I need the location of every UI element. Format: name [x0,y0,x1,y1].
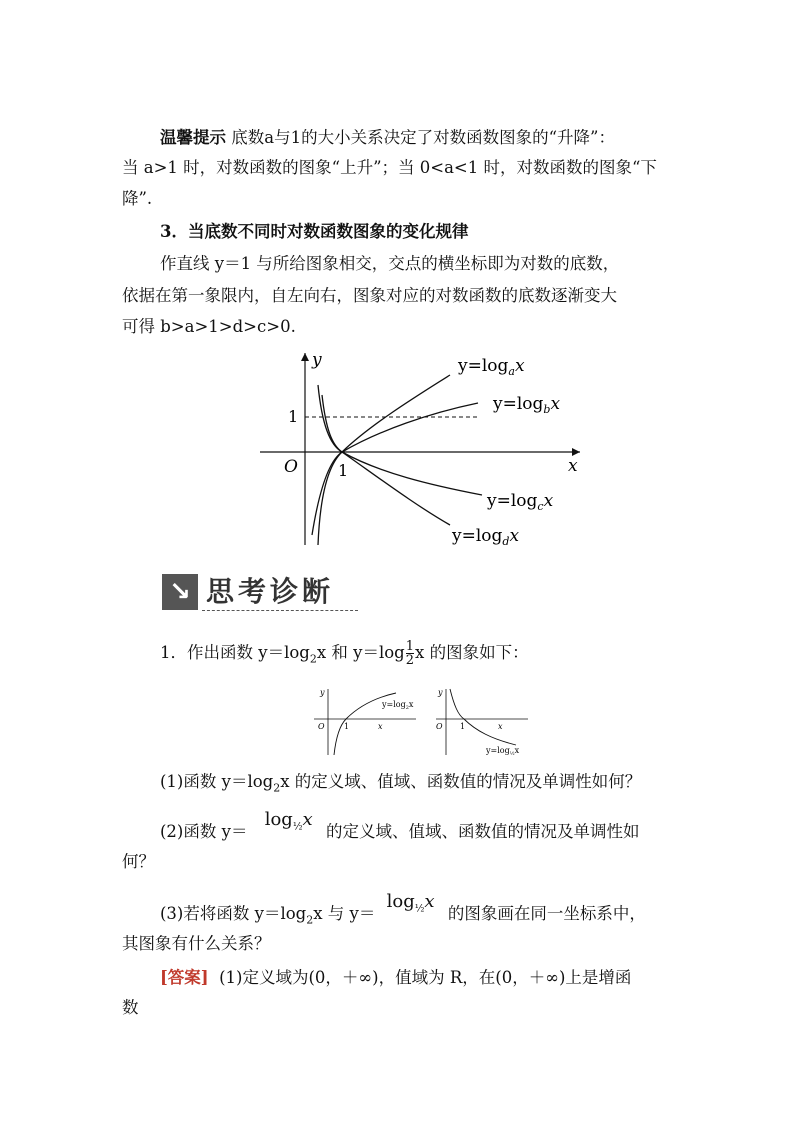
sub2-log-expr [264,809,313,833]
sub3-log-expr [386,891,435,915]
mini1-x: x [378,722,383,731]
q1-sub-2: 2 [309,652,317,666]
frac-den: 2 [405,653,415,668]
section3-p3: 可得 b>a>1>d>c>0. [122,317,296,336]
mini1-label: $y=\log_2x$ [382,700,414,711]
mini1-o: O [318,722,325,731]
mini2-label: $y=\log_{\frac{1}{2}}x$ [486,746,520,757]
sub1-sub: 2 [273,781,281,795]
tip-label: 温馨提示 [160,128,226,147]
sub-question-3-cont: 其图象有什么关系？ [122,934,271,953]
log-curves-figure [250,345,590,550]
sub3-var: x [424,891,435,912]
y-axis-arrow [301,353,309,361]
fraction-half [406,640,414,667]
mini-graph-log2 [310,685,420,757]
sub-question-1 [160,772,641,798]
mini1-one: 1 [344,722,350,731]
q1-part-a: 1．作出函数 y＝log [160,643,310,662]
tip-text-1: 底数a与1的大小关系决定了对数函数图象的“升降”： [231,128,615,147]
sub2-a: (2)函数 y＝ [160,822,248,841]
sub3-b: x 与 y＝ [313,904,376,923]
answer-label: [答案] [160,968,209,987]
q1-part-c: x 的图象如下： [415,643,529,662]
mini2-x: x [498,722,503,731]
sub2-log: log [264,809,293,830]
curve-log-a [318,375,450,545]
y-tick-1: 1 [288,407,299,426]
answer-line [160,968,631,988]
curve-log-b [312,403,478,535]
heading-rule [202,610,358,611]
section3-p2: 依据在第一象限内，自左向右，图象对应的对数函数的底数逐渐变大 [122,286,617,305]
label-log-d: $y=\log_dx$ [452,526,520,548]
question-1 [160,640,529,669]
sub3-a: (3)若将函数 y＝log [160,904,307,923]
origin-label: O [284,457,298,477]
think-title: 思考诊断 [206,575,335,608]
x-tick-1: 1 [338,461,349,480]
mini-graph-log-half [432,685,532,757]
sub3-c: 的图象画在同一坐标系中， [447,904,646,923]
sub-question-3 [160,891,646,932]
tip-line-2: 当 a>1 时，对数函数的图象“上升”；当 0<a<1 时，对数函数的图象“下 [122,158,657,177]
tip-line-3: 降”. [122,189,153,208]
x-axis-label: x [568,456,578,476]
label-log-a: $y=\log_ax$ [458,356,525,378]
sub3-log: log [386,891,415,912]
mini2-o: O [436,722,443,731]
mini2-one: 1 [460,722,466,731]
sub1-a: (1)函数 y＝log [160,772,274,791]
sub-question-2 [160,809,640,850]
sub-question-2-cont: 何？ [122,852,155,871]
x-axis-arrow [572,448,580,456]
label-log-c: $y=\log_cx$ [487,491,554,513]
sub2-var: x [302,809,313,830]
sub2-b: 的定义域、值域、函数值的情况及单调性如 [325,822,640,841]
mini1-y: y [320,688,325,697]
arrow-icon: ↘ [162,574,198,610]
section3-title: 3．当底数不同时对数函数图象的变化规律 [160,222,469,241]
answer-line-2: 数 [122,998,139,1017]
frac-num: 1 [405,639,415,654]
tip-line-1 [160,128,615,148]
mini-curve-log-half [450,689,516,745]
sub1-b: x 的定义域、值域、函数值的情况及单调性如何？ [280,772,642,791]
sub3-sub: 2 [306,913,314,927]
section3-p1: 作直线 y＝1 与所给图象相交，交点的横坐标即为对数的底数， [160,254,620,273]
y-axis-label: y [312,350,322,370]
answer-text: (1)定义域为(0，＋∞)，值域为 R，在(0，＋∞)上是增函 [219,968,632,987]
label-log-b: $y=\log_bx$ [493,394,561,416]
sub2-sub: ½ [292,821,303,833]
sub3-lsub: ½ [414,903,425,915]
think-heading [162,570,362,614]
mini2-y: y [438,688,443,697]
q1-part-b: x 和 y＝log [316,643,405,662]
